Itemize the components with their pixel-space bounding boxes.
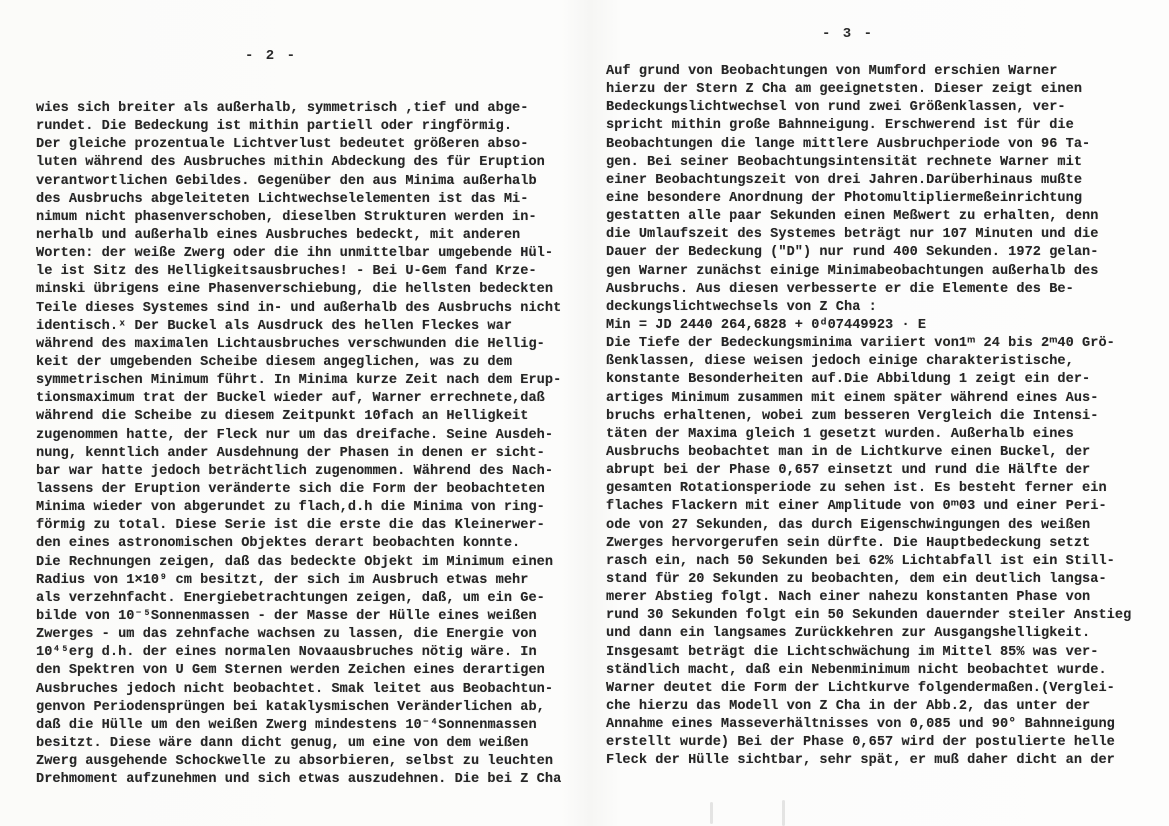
text-line: Min = JD 2440 264,6828 + 0ᵈ07449923 · E <box>606 317 927 333</box>
text-line: che hierzu das Modell von Z Cha in der Abb.2, das unter der <box>606 698 1091 714</box>
text-line: artiges Minimum zusammen mit einem später während eines Aus- <box>606 390 1099 406</box>
text-line: Ausbruchs beobachtet man in de Lichtkurve einen Buckel, der <box>606 444 1091 460</box>
text-line: symmetrischen Minimum führt. In Minima kurze Zeit nach dem Erup- <box>36 373 562 389</box>
text-line: nimum nicht phasenverschoben, dieselben Strukturen werden in- <box>36 209 537 225</box>
text-line: ständlich macht, daß ein Nebenminimum nicht beobachtet wurde. <box>606 662 1107 678</box>
page-2 <box>36 48 576 789</box>
page-3 <box>606 26 1150 770</box>
text-line: gen. Bei seiner Beobachtungsintensität rechnete Warner mit <box>606 154 1083 170</box>
page-number-right: - 3 - <box>821 26 874 42</box>
text-line: Dauer der Bedeckung ("D") nur rund 400 Sekunden. 1972 gelan- <box>606 245 1099 261</box>
text-line: besitzt. Diese wäre dann dicht genug, um eine von dem weißen <box>36 735 529 751</box>
text-line: während die Scheibe zu diesem Zeitpunkt 10fach an Helligkeit <box>36 409 529 425</box>
text-line: Zwerges hervorgerufen sein dürfte. Die Hauptbedeckung setzt <box>606 535 1091 551</box>
text-line: keit der umgebenden Scheibe diesem angeglichen, was zu dem <box>36 354 513 370</box>
text-line: Ausbruchs. Aus diesen verbesserte er die Elemente des Be- <box>606 281 1074 297</box>
text-line: als verzehnfacht. Energiebetrachtungen zeigen, daß, um ein Ge- <box>36 590 545 606</box>
text-line: hierzu der Stern Z Cha am geeignetsten. Dieser zeigt einen <box>606 82 1083 98</box>
text-line: Teile dieses Systemes sind in- und außerhalb des Ausbruchs nicht <box>36 300 562 316</box>
text-line: daß die Hülle um den weißen Zwerg mindestens 10⁻⁴Sonnenmassen <box>36 717 537 733</box>
text-line: den Spektren von U Gem Sternen werden Zeichen eines derartigen <box>36 663 545 679</box>
text-line: die Umlaufszeit des Systemes beträgt nur 107 Minuten und die <box>606 227 1099 243</box>
text-line: Fleck der Hülle sichtbar, sehr spät, er muß daher dicht an der <box>606 753 1115 769</box>
text-line: während des maximalen Lichtausbruches verschwunden die Hellig- <box>36 336 545 352</box>
text-line: genvon Periodensprüngen bei kataklysmischen Veränderlichen ab, <box>36 699 545 715</box>
text-line: Annahme eines Masseverhältnisses von 0,085 und 90° Bahnneigung <box>606 717 1115 733</box>
text-line: gestatten alle paar Sekunden einen Meßwert zu erhalten, denn <box>606 209 1099 225</box>
text-line: wies sich breiter als außerhalb, symmetrisch ,tief und abge- <box>36 101 529 116</box>
text-line: und dann ein langsames Zurückkehren zur Ausgangshelligkeit. <box>606 626 1091 642</box>
text-line: Auf grund von Beobachtungen von Mumford erschien Warner <box>606 64 1058 79</box>
text-line: tionsmaximum trat der Buckel wieder auf, Warner errechnete,daß <box>36 391 545 407</box>
text-line: ßenklassen, diese weisen jedoch einige charakteristische, <box>606 354 1074 370</box>
text-line: Insgesamt beträgt die Lichtschwächung im Mittel 85% was ver- <box>606 644 1099 660</box>
text-line: Radius von 1×10⁹ cm besitzt, der sich im Ausbruch etwas mehr <box>36 572 529 588</box>
text-line: spricht mithin große Bahnneigung. Erschwerend ist für die <box>606 118 1074 134</box>
text-line: verantwortlichen Gebildes. Gegenüber den aus Minima außerhalb <box>36 173 537 189</box>
text-line: 10⁴⁵erg d.h. der eines normalen Novaausbruches nötig wäre. In <box>36 645 537 661</box>
text-line: Die Rechnungen zeigen, daß das bedeckte Objekt im Minimum einen <box>36 554 554 570</box>
text-line: stand für 20 Sekunden zu beobachten, dem ein deutlich langsa- <box>606 571 1107 587</box>
text-line: förmig zu total. Diese Serie ist die erste die das Kleinerwer- <box>36 518 545 534</box>
text-line: gen Warner zunächst einige Minimabeobachtungen außerhalb des <box>606 263 1099 279</box>
page-3-text-block <box>606 63 1150 770</box>
text-line: nerhalb und außerhalb eines Ausbruches bedeckt, mit anderen <box>36 227 521 243</box>
text-line: abrupt bei der Phase 0,657 einsetzt und rund die Hälfte der <box>606 463 1091 479</box>
text-line: gesamten Rotationsperiode zu sehen ist. Es besteht ferner ein <box>606 481 1107 497</box>
text-line: Der gleiche prozentuale Lichtverlust bedeutet größeren abso- <box>36 137 529 153</box>
text-line: konstante Besonderheiten auf.Die Abbildung 1 zeigt ein der- <box>606 372 1091 388</box>
text-line: rund 30 Sekunden folgt ein 50 Sekunden dauernder steiler Anstieg <box>606 608 1132 624</box>
text-line: Zwerges - um das zehnfache wachsen zu lassen, die Energie von <box>36 627 537 643</box>
text-line: bilde von 10⁻⁵Sonnenmassen - der Masse der Hülle eines weißen <box>36 608 537 624</box>
text-line: merer Abstieg folgt. Nach einer nahezu konstanten Phase von <box>606 590 1091 606</box>
page-number-left: - 2 - <box>244 48 297 64</box>
text-line: flaches Flackern mit einer Amplitude von 0ᵐ03 und einer Peri- <box>606 499 1107 515</box>
text-line: ode von 27 Sekunden, das durch Eigenschwingungen des weißen <box>606 517 1091 533</box>
text-line: rasch ein, nach 50 Sekunden bei 62% Lichtabfall ist ein Still- <box>606 553 1115 569</box>
text-line: erstellt wurde) Bei der Phase 0,657 wird der postulierte helle <box>606 735 1115 751</box>
text-line: le ist Sitz des Helligkeitsausbruches! - Bei U-Gem fand Krze- <box>36 264 537 280</box>
text-line: täten der Maxima gleich 1 gesetzt wurden. Außerhalb eines <box>606 426 1074 442</box>
text-line: lassens der Eruption veränderte sich die Form der beobachteten <box>36 481 545 497</box>
text-line: einer Beobachtungszeit von drei Jahren.Darüberhinaus mußte <box>606 172 1083 188</box>
text-line: bar war hatte jedoch beträchtlich zugenommen. Während des Nach- <box>36 463 554 479</box>
text-line: minski übrigens eine Phasenverschiebung, die hellsten bedeckten <box>36 282 554 298</box>
text-line: Worten: der weiße Zwerg oder die ihn unmittelbar umgebende Hül- <box>36 246 554 262</box>
text-line: Drehmoment aufzunehmen und sich etwas auszudehnen. Die bei Z Cha <box>36 772 562 788</box>
text-line: Warner deutet die Form der Lichtkurve folgendermaßen.(Verglei- <box>606 680 1115 696</box>
text-line: zugenommen hatte, der Fleck nur um das dreifache. Seine Ausdeh- <box>36 427 554 443</box>
text-line: Beobachtungen die lange mittlere Ausbruchperiode von 96 Ta- <box>606 136 1091 152</box>
text-line: den eines astronomischen Objektes derart beobachten konnte. <box>36 536 521 552</box>
text-line: Minima wieder von abgerundet zu flach,d.h die Minima von ring- <box>36 500 545 516</box>
text-line: eine besondere Anordnung der Photomultipliermeßeinrichtung <box>606 190 1083 206</box>
text-line: Ausbruches jedoch nicht beobachtet. Smak leitet aus Beobachtun- <box>36 681 554 697</box>
text-line: deckungslichtwechsels von Z Cha : <box>606 299 877 315</box>
text-line: nung, kenntlich ander Ausdehnung der Phasen in denen er sicht- <box>36 445 545 461</box>
text-line: bruchs erhaltenen, wobei zum besseren Vergleich die Intensi- <box>606 408 1099 424</box>
text-line: luten während des Ausbruches mithin Abdeckung des für Eruption <box>36 155 545 171</box>
text-line: identisch.ˣ Der Buckel als Ausdruck des hellen Fleckes war <box>36 318 513 334</box>
text-line: Bedeckungslichtwechsel von rund zwei Größenklassen, ver- <box>606 100 1066 116</box>
text-line: rundet. Die Bedeckung ist mithin partiell oder ringförmig. <box>36 119 513 135</box>
text-line: des Ausbruchs abgeleiteten Lichtwechselelementen ist das Mi- <box>36 191 529 207</box>
scan-artifact <box>782 800 785 826</box>
scan-artifact <box>710 802 713 824</box>
text-line: Die Tiefe der Bedeckungsminima variiert von1ᵐ 24 bis 2ᵐ40 Grö- <box>606 336 1115 352</box>
text-line: Zwerg ausgehende Schockwelle zu absorbieren, selbst zu leuchten <box>36 754 554 770</box>
page-2-text-block <box>36 100 576 789</box>
